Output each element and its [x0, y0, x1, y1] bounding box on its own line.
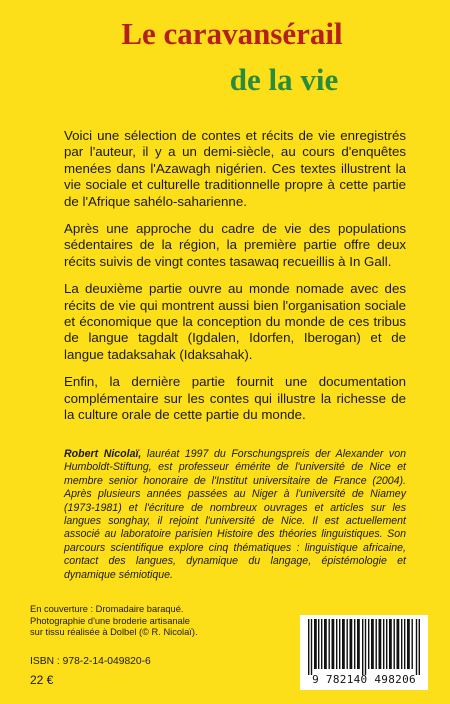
- title-line-1: Le caravansérail: [121, 16, 343, 51]
- author-name: Robert Nicolaï,: [64, 448, 142, 460]
- paragraph-4: Enfin, la dernière partie fournit une documentation complémentaire sur les contes qui illustre la richesse de la culture orale de cette partie du monde.: [64, 374, 406, 423]
- author-bio: [64, 448, 406, 582]
- summary-text: [64, 128, 406, 435]
- barcode: [300, 615, 428, 690]
- price: 22 €: [30, 673, 54, 687]
- barcode-digits: 9 782140 498206: [312, 673, 416, 686]
- title-line-2: de la vie: [229, 62, 339, 97]
- cover-credit: En couverture : Dromadaire baraqué. Photographie d'une broderie artisanale sur tissu réalisée à Dolbel (© R. Nicolaï).: [30, 604, 198, 638]
- author-bio-text: lauréat 1997 du Forschungspreis der Alexander von Humboldt-Stiftung, est professeur émérite de l'université de Nice et membre senior honoraire de l'Institut universitaire de France (2004). Après plusieurs années passées au Niger à l'université de Niamey (1973-1981) et l'écriture de nombreux ouvrages et articles sur les langues songhay, il rejoint l'université de Nice. Il est actuellement associé au laboratoire parisien Histoire des théories linguistiques. Son parcours scientifique explore cinq thématiques : linguistique africaine, contact des langues, dynamique du langage, épistémologie et dynamique sémiotique.: [64, 448, 406, 581]
- isbn: ISBN : 978-2-14-049820-6: [30, 656, 151, 667]
- paragraph-2: Après une approche du cadre de vie des populations sédentaires de la région, la première partie offre deux récits suivis de vingt contes tasawaq recueillis à In Gall.: [64, 221, 406, 269]
- paragraph-1: Voici une sélection de contes et récits de vie enregistrés par l'auteur, il y a un demi-siècle, au cours d'enquêtes menées dans l'Azawagh nigérien. Ces textes illustrent la vie sociale et culturelle traditionnelle propre à cette partie de l'Afrique sahélo-saharienne.: [64, 128, 406, 209]
- barcode-bars-icon: [308, 619, 420, 675]
- paragraph-3: La deuxième partie ouvre au monde nomade avec des récits de vie qui montrent aussi bien l'organisation sociale et économique que la conception du monde de ces tribus de langue tagdalt (Igdalen, Idorfen, Iberogan) et de langue tadaksahak (Idaksahak).: [64, 281, 406, 362]
